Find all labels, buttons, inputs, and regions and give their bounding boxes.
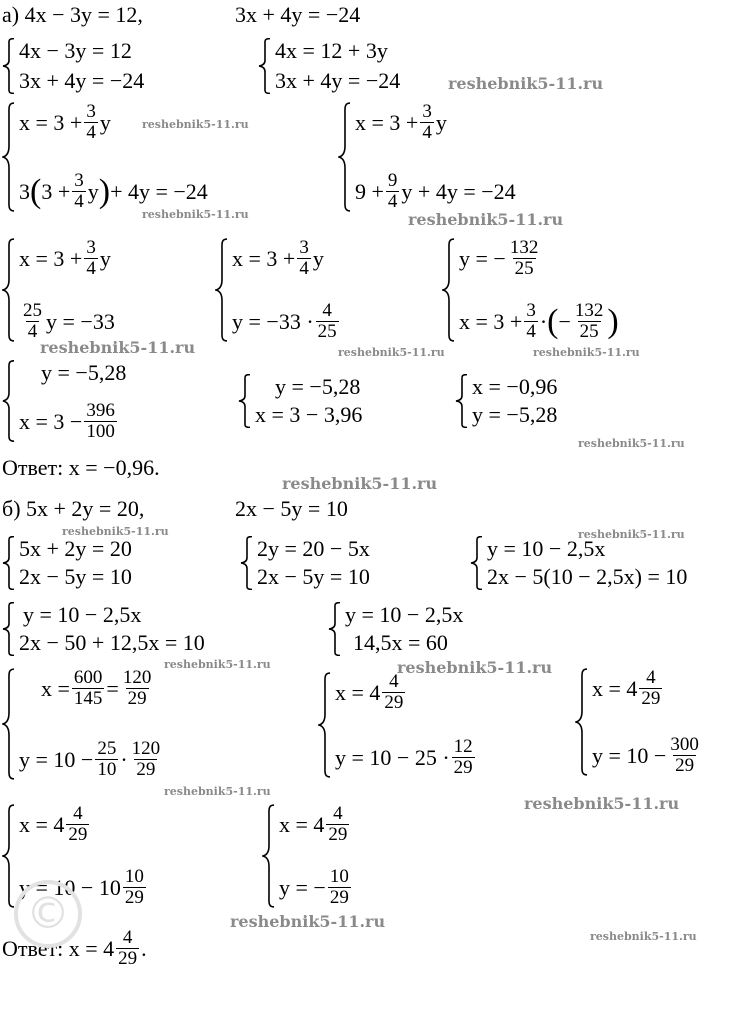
system-a4: x = 3 + $\frac{3}{4}$ y 9 + $\frac{9}{4}$ y + 4y = −24 — [338, 102, 516, 212]
part-b-title-second: 2x − 5y = 10 — [235, 496, 348, 521]
brace-icon — [2, 102, 16, 212]
watermark: reshebnik5-11.ru — [533, 346, 640, 359]
brace-icon — [2, 536, 16, 590]
system-b6: x = $\frac{600}{145}$ = $\frac{120}{29}$ y = 10 − $\frac{25}{10}$ · $\frac{120}{29}$ — [2, 668, 164, 780]
watermark: reshebnik5-11.ru — [230, 912, 386, 931]
watermark: reshebnik5-11.ru — [164, 785, 271, 798]
brace-icon — [470, 536, 484, 590]
watermark: reshebnik5-11.ru — [338, 346, 445, 359]
system-b2: 2y = 20 − 5x 2x − 5y = 10 — [240, 536, 370, 590]
system-a1: 4x − 3y = 12 3x + 4y = −24 — [2, 38, 144, 94]
system-b8: x = 4 $\frac{4}{29}$ y = 10 − $\frac{300}{29}$ — [575, 668, 703, 776]
brace-icon — [2, 38, 16, 94]
system-b1: 5x + 2y = 20 2x − 5y = 10 — [2, 536, 132, 590]
watermark: reshebnik5-11.ru — [524, 794, 680, 813]
brace-icon — [328, 602, 342, 656]
brace-icon — [338, 102, 352, 212]
system-a3: x = 3 + $\frac{3}{4}$ y 3 ( 3 + $\frac{3}{4}$ y ) + 4y = −24 — [2, 102, 208, 212]
brace-icon — [238, 374, 252, 428]
brace-icon — [2, 804, 16, 908]
brace-icon — [240, 536, 254, 590]
brace-icon — [442, 238, 456, 342]
copyright-logo-icon: © — [14, 880, 82, 948]
brace-icon — [575, 668, 589, 776]
watermark: reshebnik5-11.ru — [142, 118, 249, 131]
system-b5: y = 10 − 2,5x 14,5x = 60 — [328, 602, 463, 656]
brace-icon — [215, 238, 229, 342]
system-b7: x = 4 $\frac{4}{29}$ y = 10 − 25 · $\frac{12}{29}$ — [318, 672, 477, 778]
system-a8: y = −5,28 x = 3 − $\frac{396}{100}$ — [2, 360, 126, 442]
system-a10: x = −0,96 y = −5,28 — [455, 374, 557, 428]
system-a2: 4x = 12 + 3y 3x + 4y = −24 — [258, 38, 400, 94]
system-b4: y = 10 − 2,5x 2x − 50 + 12,5x = 10 — [2, 602, 205, 656]
brace-icon — [258, 38, 272, 94]
watermark: reshebnik5-11.ru — [397, 658, 553, 677]
watermark: reshebnik5-11.ru — [282, 474, 438, 493]
answer-b: Ответ: x = 4 $\frac{4}{29}$ . — [2, 927, 147, 969]
watermark: reshebnik5-11.ru — [590, 930, 697, 943]
watermark: reshebnik5-11.ru — [164, 658, 271, 671]
part-a-title: а) 4x − 3y = 12, — [2, 2, 143, 27]
watermark: reshebnik5-11.ru — [408, 210, 564, 229]
system-a6: x = 3 + $\frac{3}{4}$ y y = −33 · $\frac{4}{25}$ — [215, 238, 341, 342]
system-a7: y = − $\frac{132}{25}$ x = 3 + $\frac{3}{4}$ · ( − $\frac{132}{25}$ ) — [442, 238, 619, 342]
brace-icon — [2, 602, 16, 656]
watermark: reshebnik5-11.ru — [578, 437, 685, 450]
brace-icon — [455, 374, 469, 428]
system-a9: y = −5,28 x = 3 − 3,96 — [238, 374, 362, 428]
system-a5: x = 3 + $\frac{3}{4}$ y $\frac{25}{4}$ y = −33 — [2, 238, 115, 342]
brace-icon — [318, 672, 332, 778]
watermark: reshebnik5-11.ru — [40, 338, 196, 357]
brace-icon — [2, 238, 16, 342]
part-a-title-second: 3x + 4y = −24 — [235, 2, 361, 27]
watermark: reshebnik5-11.ru — [448, 74, 604, 93]
brace-icon — [2, 668, 16, 780]
watermark: reshebnik5-11.ru — [62, 525, 169, 538]
watermark: reshebnik5-11.ru — [142, 208, 249, 221]
part-b-title: б) 5x + 2y = 20, — [2, 496, 145, 521]
system-b9: x = 4 $\frac{4}{29}$ y = 10 − 10 $\frac{10}{29}$ — [2, 804, 148, 908]
brace-icon — [262, 804, 276, 908]
brace-icon — [2, 360, 16, 442]
system-b3: y = 10 − 2,5x 2x − 5(10 − 2,5x) = 10 — [470, 536, 687, 590]
answer-a: Ответ: x = −0,96. — [2, 455, 160, 480]
system-b10: x = 4 $\frac{4}{29}$ y = − $\frac{10}{29}$ — [262, 804, 353, 908]
watermark: reshebnik5-11.ru — [578, 528, 685, 541]
